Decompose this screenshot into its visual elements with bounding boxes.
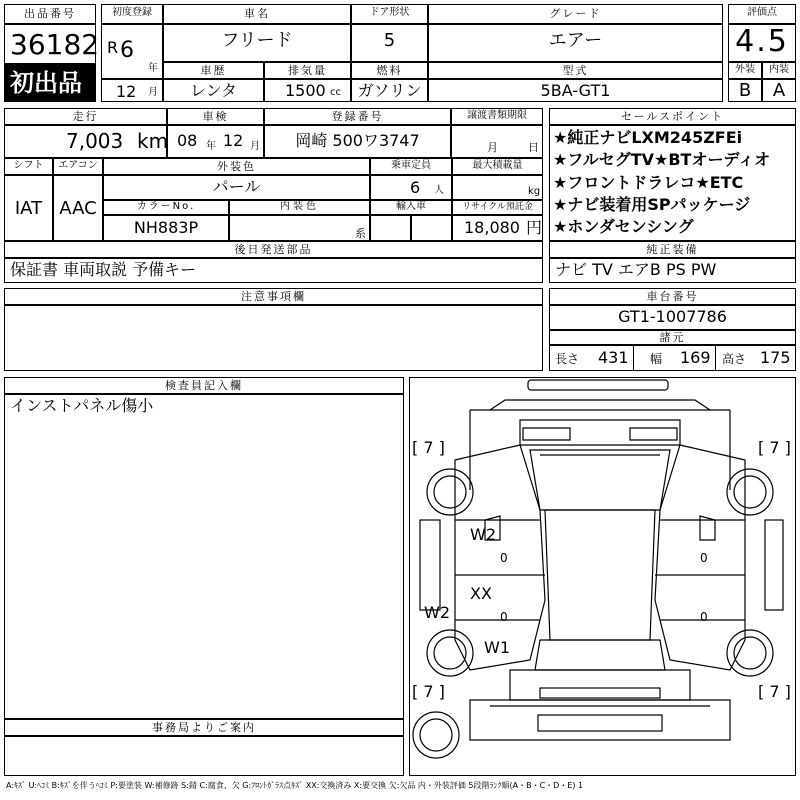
displacement: 1500 [285,81,326,100]
import-cell [370,215,411,241]
inspection-year-unit: 年 [206,141,216,152]
history: レンタ [190,81,237,100]
damage-mark: W2 [470,525,496,544]
mileage-unit: km [137,129,169,153]
damage-mark: W2 [424,603,450,622]
zero-mark: 0 [700,551,708,565]
history-label: 車歴 [200,64,227,77]
transfer-day: 日 [528,141,539,154]
transfer-label: 譲渡書類期限 [467,110,527,121]
recycle-label: リサイクル預託金 [462,202,533,212]
inspector-comment: インストパネル傷小 [10,396,154,415]
height: 175 [760,348,791,367]
inspection-month-unit: 月 [250,141,260,152]
length: 431 [598,348,629,367]
tire-mark: [ 7 ] [412,682,445,701]
recycle-amount: 18,080 [464,218,520,237]
zero-mark: 0 [700,610,708,624]
door-count: 5 [383,30,396,51]
int-color-cell [229,215,370,241]
capacity-label: 乗車定員 [391,160,431,171]
ext-color-label: 外装色 [217,160,256,173]
equipment-label: 純正装備 [646,243,699,256]
import-cell-2 [411,215,452,241]
interior-label: 内装 [769,64,789,75]
ac-label: エアコン [58,160,98,171]
car-name: フリード [221,30,293,51]
transfer-month: 月 [487,141,498,154]
inspection-month: 12 [223,131,244,150]
displacement-label: 排気量 [288,64,327,77]
damage-mark: W1 [484,638,510,657]
ac: AAC [59,198,97,219]
damage-mark: XX [470,584,492,603]
tire-mark: [ 7 ] [758,682,791,701]
plate-number: 岡崎 500ワ3747 [295,131,420,150]
chassis-label: 車台番号 [646,290,699,303]
width: 169 [680,348,711,367]
color-no: NH883P [133,218,199,237]
shift: IAT [14,198,43,219]
dimensions-label: 諸元 [659,331,686,344]
legend: A:ｷｽﾞ U:ﾍｺﾐ B:ｷｽﾞを伴うﾍｺﾐ P:要塗装 W:補修跡 S:錆 C:腐食、欠 G:ﾌﾛﾝﾄｶﾞﾗｽ点ｷｽﾞ XX:交換済み X:要交換 欠:欠品 内・外装評価 5段階ﾗﾝｸ順(A・B・C・D・E) 1 [6,781,584,790]
equipment: ナビ TV エアB PS PW [555,260,717,279]
office-label: 事務局よりご案内 [152,721,256,734]
notes-cell [4,305,543,371]
dimensions-divider [715,345,716,371]
dimensions-divider [633,345,634,371]
first-reg-label: 初度登録 [112,7,152,18]
model-label: 型式 [562,64,589,77]
mileage-label: 走行 [72,110,99,123]
inspection-label: 車検 [202,110,229,123]
reg-month: 12 [116,82,137,101]
reg-year-unit: 年 [148,63,158,74]
shift-label: シフト [13,160,44,171]
later-parts-label: 後日発送部品 [234,243,313,256]
selling-point: ★フロントドラレコ★ETC [553,173,744,192]
load-label: 最大積載量 [472,160,523,171]
notes-label: 注意事項欄 [241,290,306,303]
ext-color: パール [212,177,261,196]
color-no-label: カラーNo. [136,201,196,212]
selling-points-label: セールスポイント [620,110,724,123]
exterior-score: B [738,80,752,101]
recycle-unit: 円 [526,218,543,237]
int-color-unit: 系 [355,227,366,240]
selling-point: ★純正ナビLXM245ZFEi [553,128,743,147]
grade: エアー [548,30,603,51]
capacity: 6 [410,178,421,197]
reg-year: 6 [120,38,134,63]
length-label: 長さ [555,352,580,366]
plate-label: 登録番号 [331,110,384,123]
selling-point: ★フルセグTV★BTオーディオ [553,150,771,169]
inspection-year: 08 [177,131,198,150]
door-label: ドア形状 [369,7,410,18]
first-listing-badge: 初出品 [10,69,82,97]
displacement-unit: cc [330,87,341,98]
tire-mark: [ 7 ] [758,438,791,457]
diagram-frame [409,377,796,776]
era: R [107,38,119,57]
office-cell [4,736,404,776]
zero-mark: 0 [500,551,508,565]
later-parts: 保証書 車両取説 予備キー [10,260,197,279]
zero-mark: 0 [500,610,508,624]
score: 4.5 [735,24,789,59]
mileage: 7,003 [66,129,124,153]
model: 5BA-GT1 [540,81,611,100]
load-unit: kg [528,186,541,197]
lot-label: 出品番号 [24,7,76,20]
selling-point: ★ホンダセンシング [553,217,694,236]
inspector-label: 検査員記入欄 [165,379,243,392]
int-color-label: 内装色 [280,201,319,212]
score-label: 評価点 [747,7,777,18]
width-label: 幅 [650,352,663,366]
chassis-number: GT1-1007786 [618,307,727,326]
inspector-cell [4,394,404,719]
selling-point: ★ナビ装着用SPパッケージ [553,195,751,214]
exterior-label: 外装 [735,64,755,75]
height-label: 高さ [722,352,747,366]
import-label: 輸入車 [396,201,426,212]
dimensions-cell [549,345,796,371]
fuel: ガソリン [357,81,422,100]
interior-score: A [772,80,786,101]
lot-number: 36182 [10,28,100,61]
capacity-unit: 人 [434,185,444,196]
fuel-label: 燃料 [376,64,403,77]
reg-month-unit: 月 [148,87,158,98]
grade-label: グレード [549,7,602,20]
tire-mark: [ 7 ] [412,438,445,457]
car-name-label: 車名 [244,7,270,20]
